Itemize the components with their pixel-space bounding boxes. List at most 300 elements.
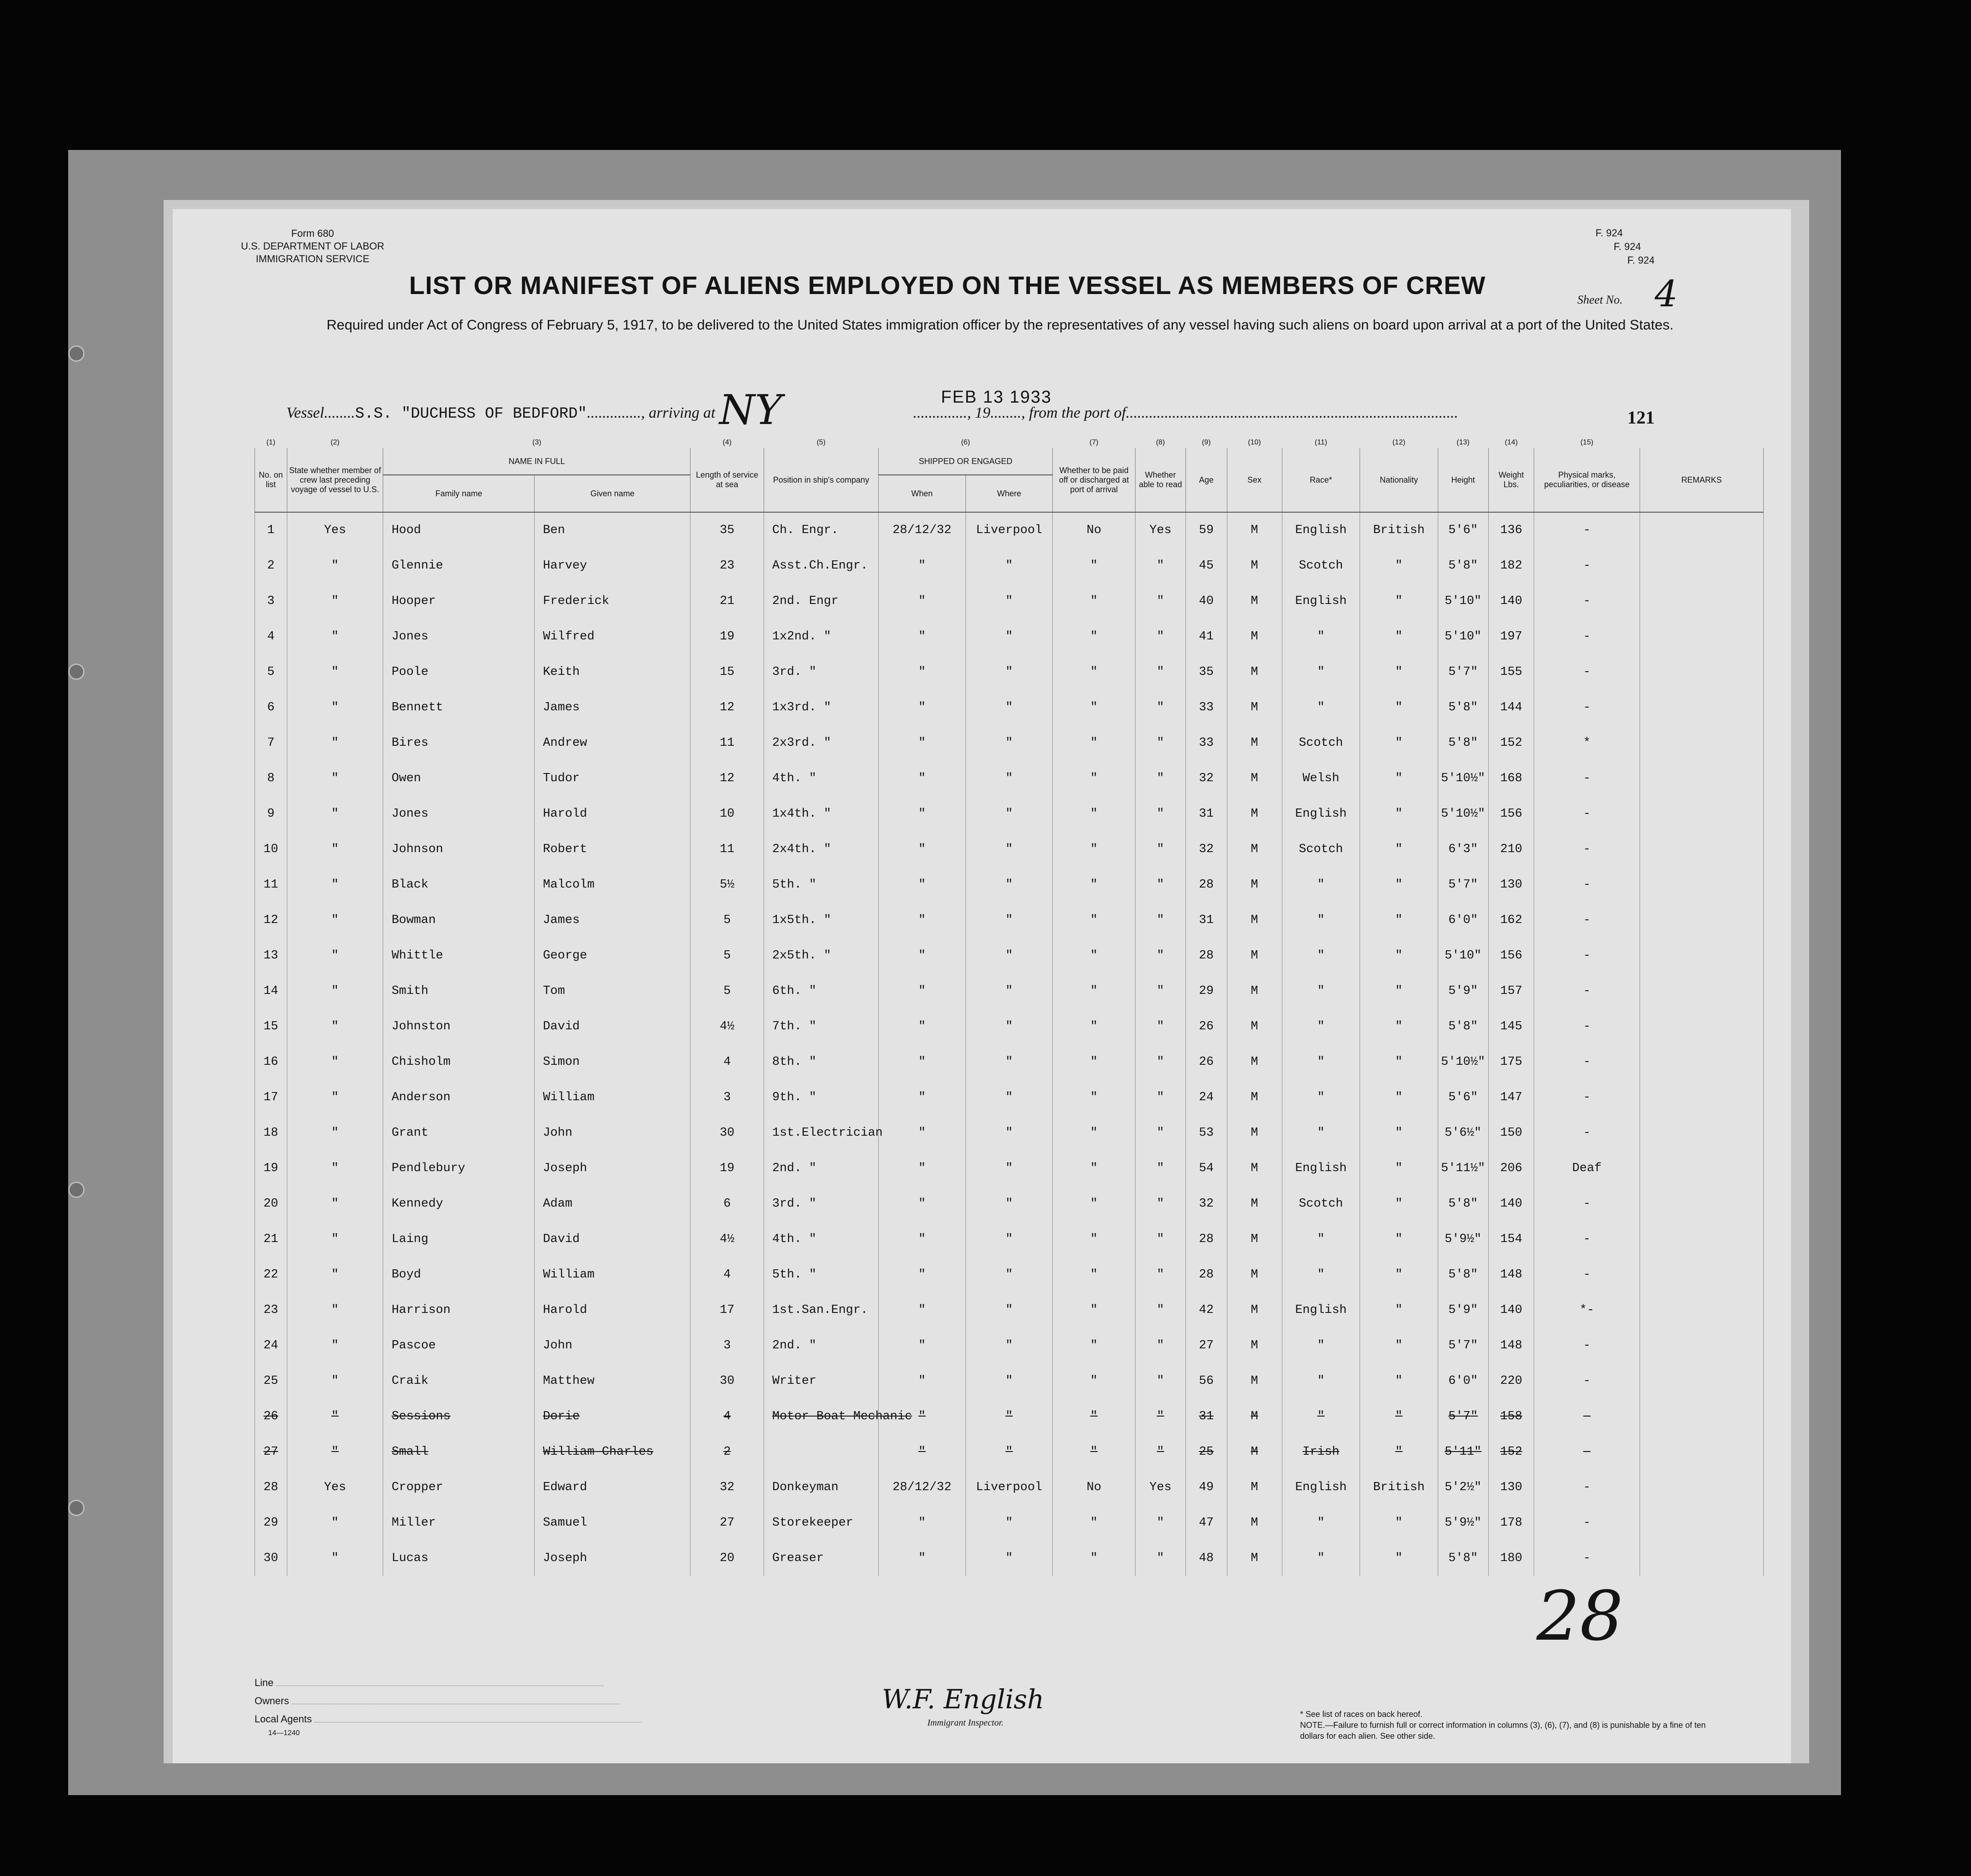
remarks-cell [1640,1434,1764,1470]
row-number: 29 [255,1505,287,1541]
sex-cell: M [1227,867,1282,903]
height-cell: 5'6" [1438,512,1488,548]
family-name-cell: Bennett [383,690,535,725]
table-row [255,725,1764,761]
height-cell: 6'3" [1438,832,1488,867]
weight-cell: 136 [1488,512,1534,548]
family-name-cell: Cropper [383,1470,535,1505]
table-row [255,1505,1764,1541]
shipped-when-cell: " [878,584,965,619]
weight-cell: 130 [1488,867,1534,903]
able-to-read-cell: " [1135,832,1186,867]
physical-marks-cell: * [1534,725,1640,761]
sex-cell: M [1227,1080,1282,1115]
table-row [255,832,1764,867]
family-name-cell: Craik [383,1363,535,1399]
race-cell: " [1282,1399,1360,1434]
table-row [255,1151,1764,1186]
service-length-cell: 2 [690,1434,764,1470]
able-to-read-cell: " [1135,1044,1186,1080]
shipped-when-cell: 28/12/32 [878,512,965,548]
position-cell: 1st.Electrician [764,1115,878,1151]
race-cell: Scotch [1282,1186,1360,1222]
age-cell: 32 [1186,832,1227,867]
able-to-read-cell: " [1135,1009,1186,1044]
family-name-cell: Jones [383,619,535,654]
last-voyage-cell: " [287,1115,383,1151]
remarks-cell [1640,1186,1764,1222]
height-cell: 5'9½" [1438,1222,1488,1257]
shipped-where-cell: " [965,1505,1053,1541]
height-cell: 5'8" [1438,1186,1488,1222]
last-voyage-cell: " [287,1044,383,1080]
age-cell: 54 [1186,1151,1227,1186]
family-name-cell: Lucas [383,1541,535,1576]
shipped-where-cell: " [965,867,1053,903]
footnotes [1300,1709,1709,1741]
physical-marks-cell: - [1534,1080,1640,1115]
service-length-cell: 35 [690,512,764,548]
weight-cell: 162 [1488,903,1534,938]
age-cell: 33 [1186,690,1227,725]
shipped-when-cell: " [878,761,965,796]
department: U.S. DEPARTMENT OF LABOR [241,240,385,252]
crew-total: 28 [1536,1577,1623,1656]
paid-off-cell: " [1053,1115,1136,1151]
col-number: (13) [1456,438,1470,446]
family-name-cell: Harrison [383,1292,535,1328]
height-cell: 5'7" [1438,1399,1488,1434]
sex-cell: M [1227,1115,1282,1151]
sheet-no-label: Sheet No. [1577,293,1623,306]
header-sex: Sex [1227,448,1282,512]
sex-cell: M [1227,1470,1282,1505]
remarks-cell [1640,796,1764,832]
height-cell: 5'6" [1438,1080,1488,1115]
shipped-where-cell: " [965,654,1053,690]
physical-marks-cell: - [1534,548,1640,584]
family-name-cell: Jones [383,796,535,832]
able-to-read-cell: " [1135,1292,1186,1328]
table-row [255,654,1764,690]
physical-marks-cell: - [1534,1257,1640,1292]
nationality-cell: " [1360,1434,1438,1470]
physical-marks-cell: - [1534,1399,1640,1434]
given-name-cell: David [535,1222,690,1257]
service-length-cell: 4 [690,1257,764,1292]
weight-cell: 210 [1488,832,1534,867]
remarks-cell [1640,1151,1764,1186]
vessel-name: S.S. "DUCHESS OF BEDFORD" [355,405,587,423]
binder-hole-icon [68,1182,85,1198]
paid-off-cell: " [1053,832,1136,867]
nationality-cell: " [1360,584,1438,619]
remarks-cell [1640,548,1764,584]
position-cell: 1x2nd. " [764,619,878,654]
inspector-label: Immigrant Inspector. [927,1718,1004,1728]
header-weight: Weight Lbs. [1488,448,1534,512]
table-row [255,584,1764,619]
sex-cell: M [1227,973,1282,1009]
nationality-cell: " [1360,761,1438,796]
service-length-cell: 20 [690,1541,764,1576]
service-length-cell: 5 [690,903,764,938]
height-cell: 5'11½" [1438,1151,1488,1186]
agents-label: Local Agents [255,1713,312,1725]
given-name-cell: William [535,1257,690,1292]
shipped-when-cell: " [878,690,965,725]
manifest-sheet [173,209,1791,1763]
family-name-cell: Chisholm [383,1044,535,1080]
weight-cell: 140 [1488,584,1534,619]
race-cell: " [1282,867,1360,903]
given-name-cell: Malcolm [535,867,690,903]
paid-off-cell: No [1053,512,1136,548]
race-cell: English [1282,1292,1360,1328]
family-name-cell: Bires [383,725,535,761]
sex-cell: M [1227,1009,1282,1044]
nationality-cell: " [1360,1044,1438,1080]
header-row [255,448,1764,475]
height-cell: 5'9" [1438,1292,1488,1328]
able-to-read-cell: " [1135,1434,1186,1470]
sex-cell: M [1227,1151,1282,1186]
family-name-cell: Small [383,1434,535,1470]
service-length-cell: 32 [690,1470,764,1505]
age-cell: 24 [1186,1080,1227,1115]
nationality-cell: " [1360,796,1438,832]
last-voyage-cell: " [287,867,383,903]
given-name-cell: William [535,1080,690,1115]
remarks-cell [1640,832,1764,867]
paid-off-cell: " [1053,1257,1136,1292]
row-number: 15 [255,1009,287,1044]
remarks-cell [1640,1505,1764,1541]
paid-off-cell: No [1053,1470,1136,1505]
table-row [255,1434,1764,1470]
col-number: (11) [1315,438,1327,446]
arriving-label: , arriving at [641,404,715,421]
physical-marks-cell: - [1534,867,1640,903]
position-cell: 4th. " [764,761,878,796]
header-last-voyage: State whether member of crew last preceding voyage of vessel to U.S. [287,448,383,512]
weight-cell: 148 [1488,1257,1534,1292]
paid-off-cell: " [1053,619,1136,654]
able-to-read-cell: " [1135,1541,1186,1576]
col-number: (15) [1580,438,1594,446]
race-cell: English [1282,796,1360,832]
shipped-where-cell: " [965,832,1053,867]
table-row [255,1328,1764,1363]
sex-cell: M [1227,903,1282,938]
shipped-when-cell: " [878,1009,965,1044]
sex-cell: M [1227,619,1282,654]
shipped-where-cell: " [965,1115,1053,1151]
races-note: * See list of races on back hereof. [1300,1710,1423,1719]
shipped-when-cell: " [878,1080,965,1115]
height-cell: 5'8" [1438,1009,1488,1044]
age-cell: 45 [1186,548,1227,584]
weight-cell: 147 [1488,1080,1534,1115]
remarks-cell [1640,1292,1764,1328]
height-cell: 5'2½" [1438,1470,1488,1505]
shipped-where-cell: " [965,1363,1053,1399]
col-number: (3) [532,438,541,446]
table-row [255,512,1764,548]
last-voyage-cell: " [287,619,383,654]
paid-off-cell: " [1053,1080,1136,1115]
weight-cell: 154 [1488,1222,1534,1257]
row-number: 21 [255,1222,287,1257]
nationality-cell: " [1360,1505,1438,1541]
service-length-cell: 10 [690,796,764,832]
remarks-cell [1640,973,1764,1009]
weight-cell: 152 [1488,1434,1534,1470]
sex-cell: M [1227,1399,1282,1434]
shipped-when-cell: " [878,1505,965,1541]
shipped-when-cell: " [878,1363,965,1399]
row-number: 9 [255,796,287,832]
given-name-cell: Harold [535,796,690,832]
able-to-read-cell: " [1135,725,1186,761]
height-cell: 5'10½" [1438,1044,1488,1080]
shipped-where-cell: " [965,1257,1053,1292]
row-number: 11 [255,867,287,903]
col-number: (7) [1089,438,1099,446]
age-cell: 56 [1186,1363,1227,1399]
position-cell: 2x5th. " [764,938,878,973]
paid-off-cell: " [1053,761,1136,796]
shipped-when-cell: " [878,1257,965,1292]
weight-cell: 150 [1488,1115,1534,1151]
table-row [255,867,1764,903]
binder-hole-icon [68,1500,85,1516]
page-code: 121 [1627,407,1655,428]
remarks-cell [1640,1363,1764,1399]
row-number: 19 [255,1151,287,1186]
race-cell: English [1282,584,1360,619]
shipped-where-cell: " [965,1009,1053,1044]
weight-cell: 156 [1488,938,1534,973]
shipped-where-cell: " [965,725,1053,761]
col-number: (6) [961,438,970,446]
sex-cell: M [1227,1186,1282,1222]
physical-marks-cell: - [1534,1186,1640,1222]
column-number-row [255,436,1764,448]
table-row [255,938,1764,973]
position-cell: 9th. " [764,1080,878,1115]
family-name-cell: Hooper [383,584,535,619]
position-cell: 1x3rd. " [764,690,878,725]
given-name-cell: Harvey [535,548,690,584]
race-cell: Scotch [1282,725,1360,761]
last-voyage-cell: " [287,1328,383,1363]
sex-cell: M [1227,725,1282,761]
service-length-cell: 19 [690,1151,764,1186]
year-label: , 19 [967,404,991,421]
physical-marks-cell: - [1534,690,1640,725]
remarks-cell [1640,512,1764,548]
height-cell: 5'8" [1438,690,1488,725]
row-number: 25 [255,1363,287,1399]
able-to-read-cell: Yes [1135,1470,1186,1505]
paid-off-cell: " [1053,1222,1136,1257]
binder-hole-icon [68,664,85,680]
height-cell: 5'7" [1438,654,1488,690]
given-name-cell: Joseph [535,1541,690,1576]
able-to-read-cell: " [1135,867,1186,903]
shipped-when-cell: " [878,1151,965,1186]
nationality-cell: " [1360,1257,1438,1292]
given-name-cell: Matthew [535,1363,690,1399]
arriving-port: NY [719,386,782,434]
table-row [255,548,1764,584]
position-cell: Motor Boat Mechanic [764,1399,878,1434]
table-row [255,1363,1764,1399]
nationality-cell: " [1360,1363,1438,1399]
row-number: 26 [255,1399,287,1434]
last-voyage-cell: " [287,832,383,867]
given-name-cell: James [535,903,690,938]
able-to-read-cell: " [1135,1257,1186,1292]
page-subtitle: Required under Act of Congress of February 5, 1917, to be delivered to the United States immigration officer by the representatives of any vessel having such aliens on board upon arrival at a port of the United States. [326,317,1674,333]
age-cell: 28 [1186,1222,1227,1257]
table-row [255,1080,1764,1115]
race-cell: " [1282,938,1360,973]
row-number: 8 [255,761,287,796]
age-cell: 32 [1186,1186,1227,1222]
shipped-where-cell: " [965,903,1053,938]
paid-off-cell: " [1053,1434,1136,1470]
shipped-when-cell: " [878,1399,965,1434]
weight-cell: 175 [1488,1044,1534,1080]
race-cell: " [1282,654,1360,690]
row-number: 7 [255,725,287,761]
nationality-cell: " [1360,1222,1438,1257]
paid-off-cell: " [1053,1328,1136,1363]
age-cell: 26 [1186,1009,1227,1044]
physical-marks-cell: - [1534,938,1640,973]
paid-off-cell: " [1053,1044,1136,1080]
shipped-when-cell: " [878,1292,965,1328]
height-cell: 5'10" [1438,619,1488,654]
header-when: When [878,475,965,512]
physical-marks-cell: - [1534,1115,1640,1151]
service-length-cell: 6 [690,1186,764,1222]
shipped-where-cell: " [965,761,1053,796]
paid-off-cell: " [1053,1009,1136,1044]
shipped-when-cell: " [878,1186,965,1222]
remarks-cell [1640,584,1764,619]
weight-cell: 168 [1488,761,1534,796]
col-number: (1) [266,438,275,446]
race-cell: " [1282,1363,1360,1399]
able-to-read-cell: " [1135,548,1186,584]
header-race: Race* [1282,448,1360,512]
shipped-where-cell: Liverpool [965,512,1053,548]
age-cell: 32 [1186,761,1227,796]
header-family-name: Family name [383,475,535,512]
physical-marks-cell: - [1534,584,1640,619]
remarks-cell [1640,1222,1764,1257]
race-cell: " [1282,1115,1360,1151]
footer-line [255,1677,604,1689]
row-number: 16 [255,1044,287,1080]
shipped-where-cell: " [965,1044,1053,1080]
last-voyage-cell: " [287,1151,383,1186]
form-info [241,227,384,265]
physical-marks-cell: - [1534,832,1640,867]
age-cell: 31 [1186,903,1227,938]
nationality-cell: " [1360,619,1438,654]
table-row [255,903,1764,938]
nationality-cell: " [1360,654,1438,690]
height-cell: 6'0" [1438,1363,1488,1399]
last-voyage-cell: " [287,1222,383,1257]
position-cell: Donkeyman [764,1470,878,1505]
shipped-where-cell: " [965,1151,1053,1186]
weight-cell: 206 [1488,1151,1534,1186]
physical-marks-cell: - [1534,512,1640,548]
row-number: 22 [255,1257,287,1292]
service-length-cell: 30 [690,1363,764,1399]
paid-off-cell: " [1053,1292,1136,1328]
paid-off-cell: " [1053,938,1136,973]
remarks-cell [1640,1470,1764,1505]
able-to-read-cell: " [1135,1505,1186,1541]
position-cell: 2nd. " [764,1151,878,1186]
height-cell: 5'10" [1438,938,1488,973]
height-cell: 5'7" [1438,1328,1488,1363]
physical-marks-cell: - [1534,903,1640,938]
position-cell: 3rd. " [764,654,878,690]
sex-cell: M [1227,1505,1282,1541]
position-cell: Writer [764,1363,878,1399]
height-cell: 5'9" [1438,973,1488,1009]
table-row [255,619,1764,654]
footer-owners [255,1695,619,1707]
age-cell: 26 [1186,1044,1227,1080]
nationality-cell: " [1360,725,1438,761]
position-cell: 3rd. " [764,1186,878,1222]
col-number: (2) [330,438,340,446]
able-to-read-cell: " [1135,619,1186,654]
family-name-cell: Poole [383,654,535,690]
shipped-when-cell: " [878,725,965,761]
last-voyage-cell: " [287,1541,383,1576]
service-length-cell: 12 [690,761,764,796]
table-row [255,796,1764,832]
paid-off-cell: " [1053,867,1136,903]
last-voyage-cell: " [287,761,383,796]
from-label: , from the port of [1021,404,1126,421]
col-number: (12) [1392,438,1406,446]
table-row [255,761,1764,796]
shipped-when-cell: " [878,1115,965,1151]
position-cell: Ch. Engr. [764,512,878,548]
age-cell: 49 [1186,1470,1227,1505]
race-cell: " [1282,1009,1360,1044]
shipped-where-cell: " [965,619,1053,654]
header-no: No. on list [255,448,287,512]
table-row [255,973,1764,1009]
given-name-cell: Joseph [535,1151,690,1186]
service-length-cell: 27 [690,1505,764,1541]
family-name-cell: Sessions [383,1399,535,1434]
paid-off-cell: " [1053,584,1136,619]
f-number: F. 924 [1596,227,1623,239]
form-code: 14—1240 [268,1729,300,1737]
